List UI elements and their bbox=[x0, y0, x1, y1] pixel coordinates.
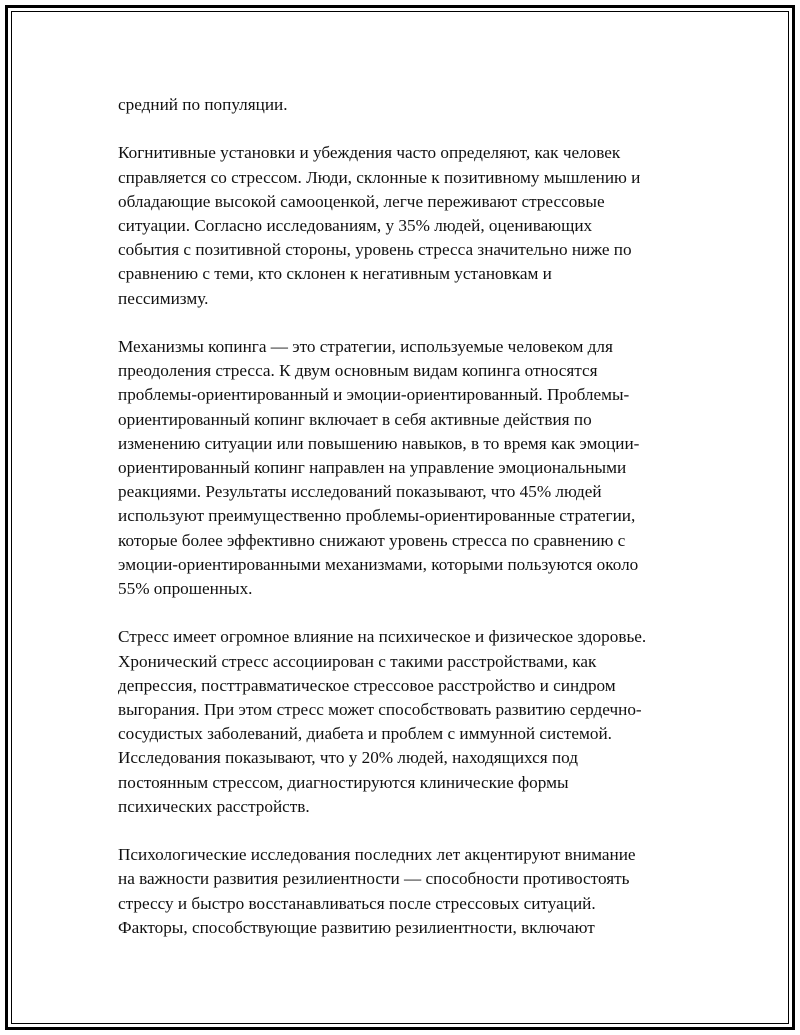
text-line: ситуации. Согласно исследованиям, у 35% людей, оценивающих bbox=[118, 216, 593, 235]
text-line: 55% опрошенных. bbox=[118, 579, 253, 599]
text-line: Механизмы копинга — это стратегии, используемые человеком для bbox=[118, 337, 613, 356]
text-line: стрессу и быстро восстанавливаться после стрессовых ситуаций. bbox=[118, 893, 596, 913]
text-line: Хронический стресс ассоциирован с такими расстройствами, как bbox=[118, 651, 597, 671]
text-line: пессимизму. bbox=[118, 288, 209, 308]
paragraph bbox=[118, 141, 698, 310]
text-line: используют преимущественно проблемы-ориентированные стратегии, bbox=[118, 506, 636, 526]
text-line: изменению ситуации или повышению навыков, в то время как эмоции- bbox=[118, 433, 640, 453]
text-line: которые более эффективно снижают уровень стресса по сравнению с bbox=[118, 530, 626, 550]
paragraph bbox=[118, 93, 698, 117]
text-line: Факторы, способствующие развитию резилиентности, включают bbox=[118, 917, 595, 937]
text-line: события с позитивной стороны, уровень стресса значительно ниже по bbox=[118, 240, 632, 260]
text-line: реакциями. Результаты исследований показывают, что 45% людей bbox=[118, 482, 602, 502]
text-line: психических расстройств. bbox=[118, 796, 310, 816]
text-line: на важности развития резилиентности — способности противостоять bbox=[118, 869, 630, 889]
document-body bbox=[118, 93, 698, 964]
text-line: преодоления стресса. К двум основным видам копинга относятся bbox=[118, 361, 598, 381]
text-line: справляется со стрессом. Люди, склонные к позитивному мышлению и bbox=[118, 167, 641, 187]
text-line: сосудистых заболеваний, диабета и проблем с иммунной системой. bbox=[118, 724, 612, 744]
paragraph bbox=[118, 335, 698, 601]
text-line: ориентированный копинг включает в себя активные действия по bbox=[118, 409, 592, 429]
text-line: постоянным стрессом, диагностируются клинические формы bbox=[118, 772, 569, 792]
text-line: Когнитивные установки и убеждения часто определяют, как человек bbox=[118, 143, 621, 163]
text-line: Психологические исследования последних лет акцентируют внимание bbox=[118, 845, 636, 865]
text-line: выгорания. При этом стресс может способствовать развитию сердечно- bbox=[118, 700, 642, 720]
text-line: обладающие высокой самооценкой, легче переживают стрессовые bbox=[118, 191, 605, 211]
text-line: ориентированный копинг направлен на управление эмоциональными bbox=[118, 458, 627, 478]
text-line: проблемы-ориентированный и эмоции-ориентированный. Проблемы- bbox=[118, 385, 630, 405]
text-line: эмоции-ориентированными механизмами, которыми пользуются около bbox=[118, 554, 639, 574]
text-line: Исследования показывают, что у 20% людей, находящихся под bbox=[118, 748, 579, 768]
text-line: депрессия, посттравматическое стрессовое расстройство и синдром bbox=[118, 675, 616, 695]
text-line: Стресс имеет огромное влияние на психическое и физическое здоровье. bbox=[118, 627, 647, 647]
paragraph bbox=[118, 625, 698, 819]
text-line: сравнению с теми, кто склонен к негативным установкам и bbox=[118, 264, 552, 284]
paragraph bbox=[118, 843, 698, 940]
text-line: средний по популяции. bbox=[118, 95, 288, 114]
